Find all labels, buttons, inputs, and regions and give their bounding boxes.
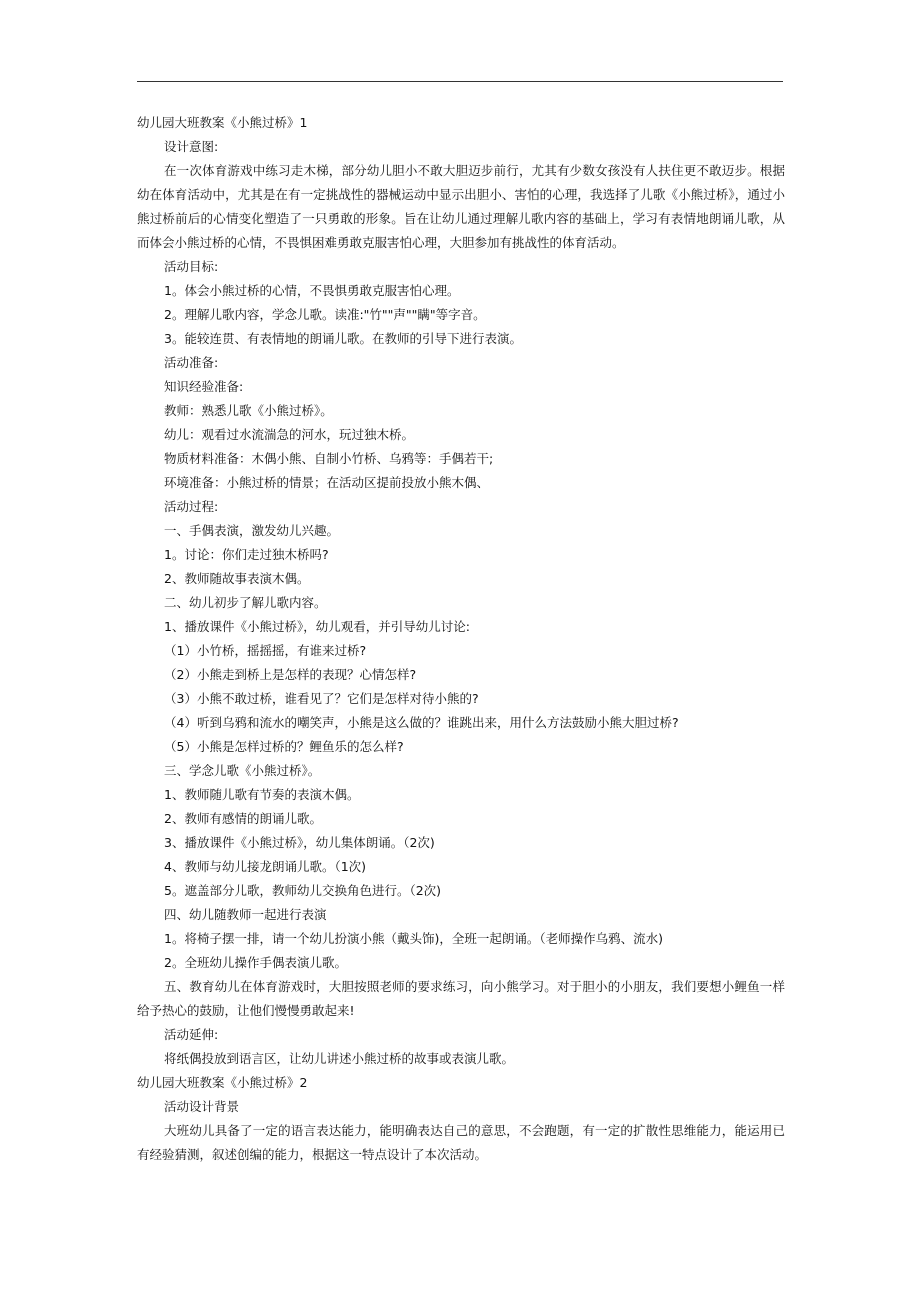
paragraph: 1。将椅子摆一排，请一个幼儿扮演小熊（戴头饰)，全班一起朗诵。（老师操作乌鸦、流水) — [164, 931, 663, 946]
paragraph: 2、教师随故事表演木偶。 — [164, 571, 310, 586]
paragraph: 物质材料准备：木偶小熊、自制小竹桥、乌鸦等：手偶若干; — [164, 451, 494, 466]
paragraph: （5）小熊是怎样过桥的？鲤鱼乐的怎么样? — [164, 739, 404, 754]
paragraph: 教师：熟悉儿歌《小熊过桥》。 — [164, 403, 333, 418]
paragraph: 5。遮盖部分儿歌，教师幼儿交换角色进行。（2次) — [164, 883, 442, 898]
paragraph: 活动准备: — [164, 355, 219, 370]
paragraph: 活动设计背景 — [164, 1099, 240, 1114]
paragraph: 2。理解儿歌内容，学念儿歌。读准:"竹""声""瞒"等字音。 — [164, 307, 486, 322]
paragraph: 将纸偶投放到语言区，让幼儿讲述小熊过桥的故事或表演儿歌。 — [164, 1051, 515, 1066]
paragraph: 3。能较连贯、有表情地的朗诵儿歌。在教师的引导下进行表演。 — [164, 331, 522, 346]
paragraph: 1。讨论：你们走过独木桥吗? — [164, 547, 329, 562]
paragraph: 五、教育幼儿在体育游戏时，大胆按照老师的要求练习，向小熊学习。对于胆小的小朋友，我们要想小鲤鱼一样给予热心的鼓励，让他们慢慢勇敢起来! — [137, 979, 785, 1018]
document-body — [137, 111, 785, 1167]
header-rule — [137, 81, 783, 82]
paragraph: 2、教师有感情的朗诵儿歌。 — [164, 811, 322, 826]
section-title: 幼儿园大班教案《小熊过桥》2 — [137, 1075, 308, 1090]
paragraph: 3、播放课件《小熊过桥》，幼儿集体朗诵。（2次) — [164, 835, 435, 850]
paragraph: 2。全班幼儿操作手偶表演儿歌。 — [164, 955, 347, 970]
paragraph: 1、播放课件《小熊过桥》，幼儿观看，并引导幼儿讨论: — [164, 619, 470, 634]
paragraph: 活动延伸: — [164, 1027, 219, 1042]
paragraph: 活动过程: — [164, 499, 219, 514]
paragraph: 三、学念儿歌《小熊过桥》。 — [164, 763, 321, 778]
paragraph: 1、教师随儿歌有节奏的表演木偶。 — [164, 787, 360, 802]
paragraph: （4）听到乌鸦和流水的嘲笑声，小熊是这么做的？谁跳出来，用什么方法鼓励小熊大胆过桥? — [164, 715, 679, 730]
paragraph: 设计意图: — [164, 139, 219, 154]
paragraph: 活动目标: — [164, 259, 219, 274]
paragraph: 一、手偶表演，激发幼儿兴趣。 — [164, 523, 340, 538]
paragraph: 知识经验准备: — [164, 379, 244, 394]
paragraph: 四、幼儿随教师一起进行表演 — [164, 907, 327, 922]
paragraph: 4、教师与幼儿接龙朗诵儿歌。（1次) — [164, 859, 367, 874]
paragraph: 1。体会小熊过桥的心情，不畏惧勇敢克服害怕心理。 — [164, 283, 460, 298]
paragraph: （3）小熊不敢过桥，谁看见了？它们是怎样对待小熊的? — [164, 691, 479, 706]
paragraph: 大班幼儿具备了一定的语言表达能力，能明确表达自己的意思，不会跑题，有一定的扩散性思维能力，能运用已有经验猜测，叙述创编的能力，根据这一特点设计了本次活动。 — [137, 1123, 785, 1162]
paragraph: 二、幼儿初步了解儿歌内容。 — [164, 595, 327, 610]
paragraph: （1）小竹桥，摇摇摇，有谁来过桥? — [164, 643, 367, 658]
paragraph: 在一次体育游戏中练习走木梯，部分幼儿胆小不敢大胆迈步前行，尤其有少数女孩没有人扶住更不敢迈步。根据幼在体育活动中，尤其是在有一定挑战性的器械运动中显示出胆小、害怕的心理，我选择了儿歌《小熊过桥》，通过小熊过桥前后的心情变化塑造了一只勇敢的形象。旨在让幼儿通过理解儿歌内容的基础上，学习有表情地朗诵儿歌，从而体会小熊过桥的心情，不畏惧困难勇敢克服害怕心理，大胆参加有挑战性的体育活动。 — [137, 163, 785, 250]
section-title: 幼儿园大班教案《小熊过桥》1 — [137, 115, 308, 130]
paragraph: （2）小熊走到桥上是怎样的表现？心情怎样? — [164, 667, 417, 682]
paragraph: 幼儿：观看过水流湍急的河水，玩过独木桥。 — [164, 427, 415, 442]
paragraph: 环境准备：小熊过桥的情景；在活动区提前投放小熊木偶、 — [164, 475, 490, 490]
